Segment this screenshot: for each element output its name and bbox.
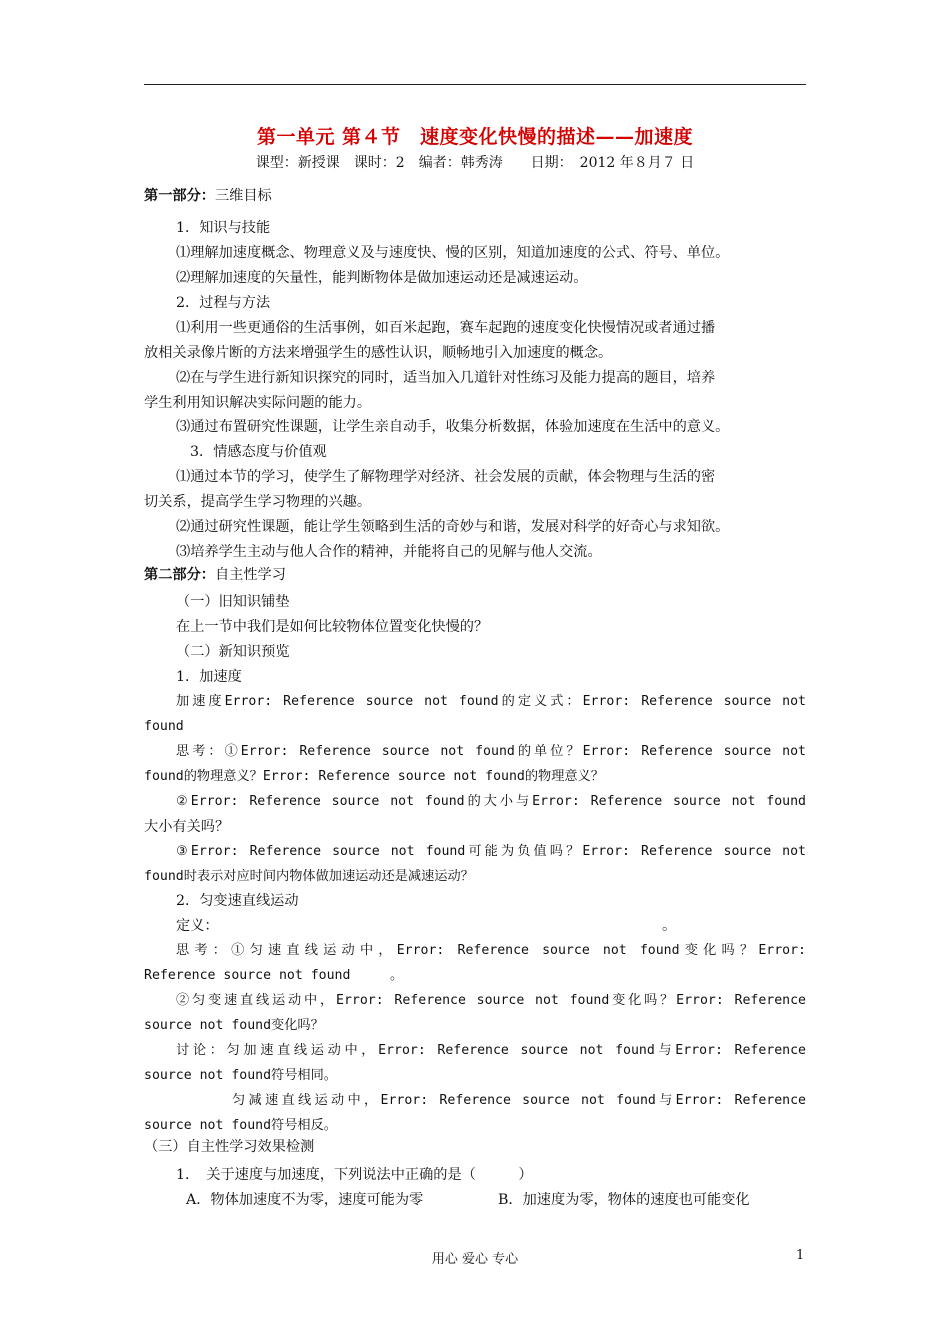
part2-line: 加速度Error: Reference source not found的定义式：Error: Reference source not (176, 694, 806, 709)
question: 1． 关于速度与加速度，下列说法中正确的是（ ） (176, 1167, 533, 1183)
part2-line: source not found符号相同。 (144, 1068, 337, 1083)
document-title: 第一单元 第４节 速度变化快慢的描述——加速度 (256, 126, 694, 148)
part2-line: found时表示对应时间内物体做加速运动还是减速运动？ (144, 869, 474, 884)
part1-line: 1．知识与技能 (176, 220, 271, 236)
part1-line: 学生利用知识解决实际问题的能力。 (144, 395, 372, 411)
part2-line: 讨论：匀加速直线运动中，Error: Reference source not found与Error: Reference (176, 1043, 806, 1058)
part1-line: 放相关录像片断的方法来增强学生的感性认识，顺畅地引入加速度的概念。 (144, 345, 613, 361)
part1-line: ⑴利用一些更通俗的生活事例，如百米起跑，赛车起跑的速度变化快慢情况或者通过播 (176, 320, 716, 336)
option-b: B．加速度为零，物体的速度也可能变化 (498, 1192, 750, 1208)
part2-line: 1．加速度 (176, 669, 242, 685)
part2-line: ③Error: Reference source not found可能为负值吗？Error: Reference source not (176, 844, 806, 859)
part2-heading: 第二部分：自主性学习 (144, 567, 286, 583)
part2-line: 大小有关吗？ (144, 819, 230, 835)
part1-line: ⑴理解加速度概念、物理意义及与速度快、慢的区别，知道加速度的公式、符号、单位。 (176, 245, 730, 261)
part2-line: 思考：①匀速直线运动中，Error: Reference source not found变化吗？Error: (176, 943, 806, 958)
part2-line: Reference source not found 。 (144, 968, 404, 983)
definition-label: 定义： (176, 918, 219, 934)
part2-line: found (144, 719, 184, 734)
part1-line: ⑶培养学生主动与他人合作的精神，并能将自己的见解与他人交流。 (176, 544, 602, 560)
part2-line: 2．匀变速直线运动 (176, 893, 299, 909)
part1-line: 3．情感态度与价值观 (190, 444, 327, 460)
page-number: 1 (796, 1248, 805, 1263)
part2-line: source not found变化吗？ (144, 1018, 324, 1033)
part1-line: ⑶通过布置研究性课题，让学生亲自动手，收集分析数据，体验加速度在生活中的意义。 (176, 419, 730, 435)
part1-heading: 第一部分：三维目标 (144, 188, 272, 204)
part1-line: ⑵理解加速度的矢量性，能判断物体是做加速运动还是减速运动。 (176, 270, 588, 286)
page-footer: 用心 爱心 专心 (431, 1252, 519, 1267)
part1-line: 切关系，提高学生学习物理的兴趣。 (144, 494, 372, 510)
section-heading: （二）新知识预览 (176, 644, 290, 660)
part2-line: ②匀变速直线运动中，Error: Reference source not found变化吗？Error: Reference (176, 993, 806, 1008)
part2-line: 思考：①Error: Reference source not found的单位？Error: Reference source not (176, 744, 806, 759)
part1-line: ⑵通过研究性课题，能让学生领略到生活的奇妙与和谐，发展对科学的好奇心与求知欲。 (176, 519, 730, 535)
option-a: A．物体加速度不为零，速度可能为零 (186, 1192, 424, 1208)
part2-line: 匀减速直线运动中，Error: Reference source not found与Error: Reference (232, 1093, 806, 1108)
part1-line: ⑵在与学生进行新知识探究的同时，适当加入几道针对性练习及能力提高的题目，培养 (176, 370, 716, 386)
part2-line: ②Error: Reference source not found的大小与Error: Reference source not found (176, 794, 806, 809)
lesson-meta: 课型：新授课 课时：2 编者：韩秀涛 日期： 2012 年８月７ 日 (255, 155, 695, 171)
part2-line: found的物理意义？Error: Reference source not found的物理意义？ (144, 769, 604, 784)
part2-line: 在上一节中我们是如何比较物体位置变化快慢的？ (176, 619, 489, 635)
part1-line: ⑴通过本节的学习，使学生了解物理学对经济、社会发展的贡献，体会物理与生活的密 (176, 469, 716, 485)
definition-blank-end: 。 (662, 918, 677, 934)
part1-line: 2．过程与方法 (176, 295, 271, 311)
section-heading: （一）旧知识铺垫 (176, 594, 290, 610)
header-rule (144, 84, 806, 85)
part2-line: source not found符号相反。 (144, 1118, 337, 1133)
section-heading: （三）自主性学习效果检测 (144, 1139, 315, 1155)
